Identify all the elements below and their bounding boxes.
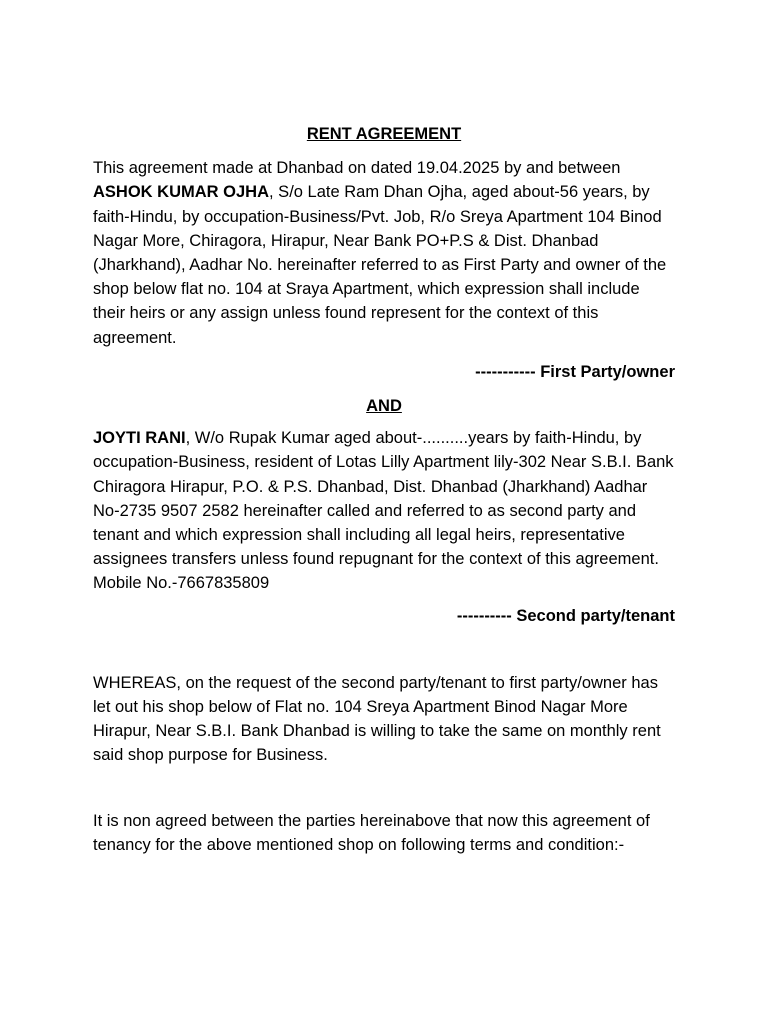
document-page [93,122,675,857]
whereas-paragraph: WHEREAS, on the request of the second party/tenant to first party/owner has let out his shop below of Flat no. 104 Sreya Apartment Binod Nagar More Hirapur, Near S.B.I. Bank Dhanbad is willing to take the same on monthly rent said shop purpose for Business. [93,673,661,765]
second-party-name: JOYTI RANI [93,429,186,448]
first-party-name: ASHOK KUMAR OJHA [93,183,270,202]
and-separator: AND [366,397,402,416]
second-party-details: , W/o Rupak Kumar aged about-..........years by faith-Hindu, by occupation-Business, resident of Lotas Lilly Apartment lily-302 Near S.B.I. Bank Chiragora Hirapur, P.O. & P.S. Dhanbad, Dist. Dhanbad (Jharkhand) Aadhar No-2735 9507 2582 hereinafter called and referred to as second party and tenant and which expression shall including all legal heirs, representative assignees transfers unless found repugnant for the context of this agreement. Mobile No.-7667835809 [93,429,674,593]
second-party-paragraph [93,426,675,595]
first-party-intro: This agreement made at Dhanbad on dated 19.04.2025 by and between [93,159,621,178]
first-party-details: , S/o Late Ram Dhan Ojha, aged about-56 years, by faith-Hindu, by occupation-Business/Pvt. Job, R/o Sreya Apartment 104 Binod Nagar More, Chiragora, Hirapur, Near Bank PO+P.S & Dist. Dhanbad (Jharkhand), Aadhar No. hereinafter referred to as First Party and owner of the shop below flat no. 104 at Sraya Apartment, which expression shall include their heirs or any assign unless found represent for the context of this agreement. [93,183,667,347]
agreement-terms-paragraph: It is non agreed between the parties hereinabove that now this agreement of tenancy for the above mentioned shop on following terms and condition:- [93,811,650,854]
first-party-paragraph [93,156,675,350]
second-party-tag: ---------- Second party/tenant [456,606,675,625]
first-party-tag: ----------- First Party/owner [475,362,675,381]
document-title: RENT AGREEMENT [306,125,462,143]
